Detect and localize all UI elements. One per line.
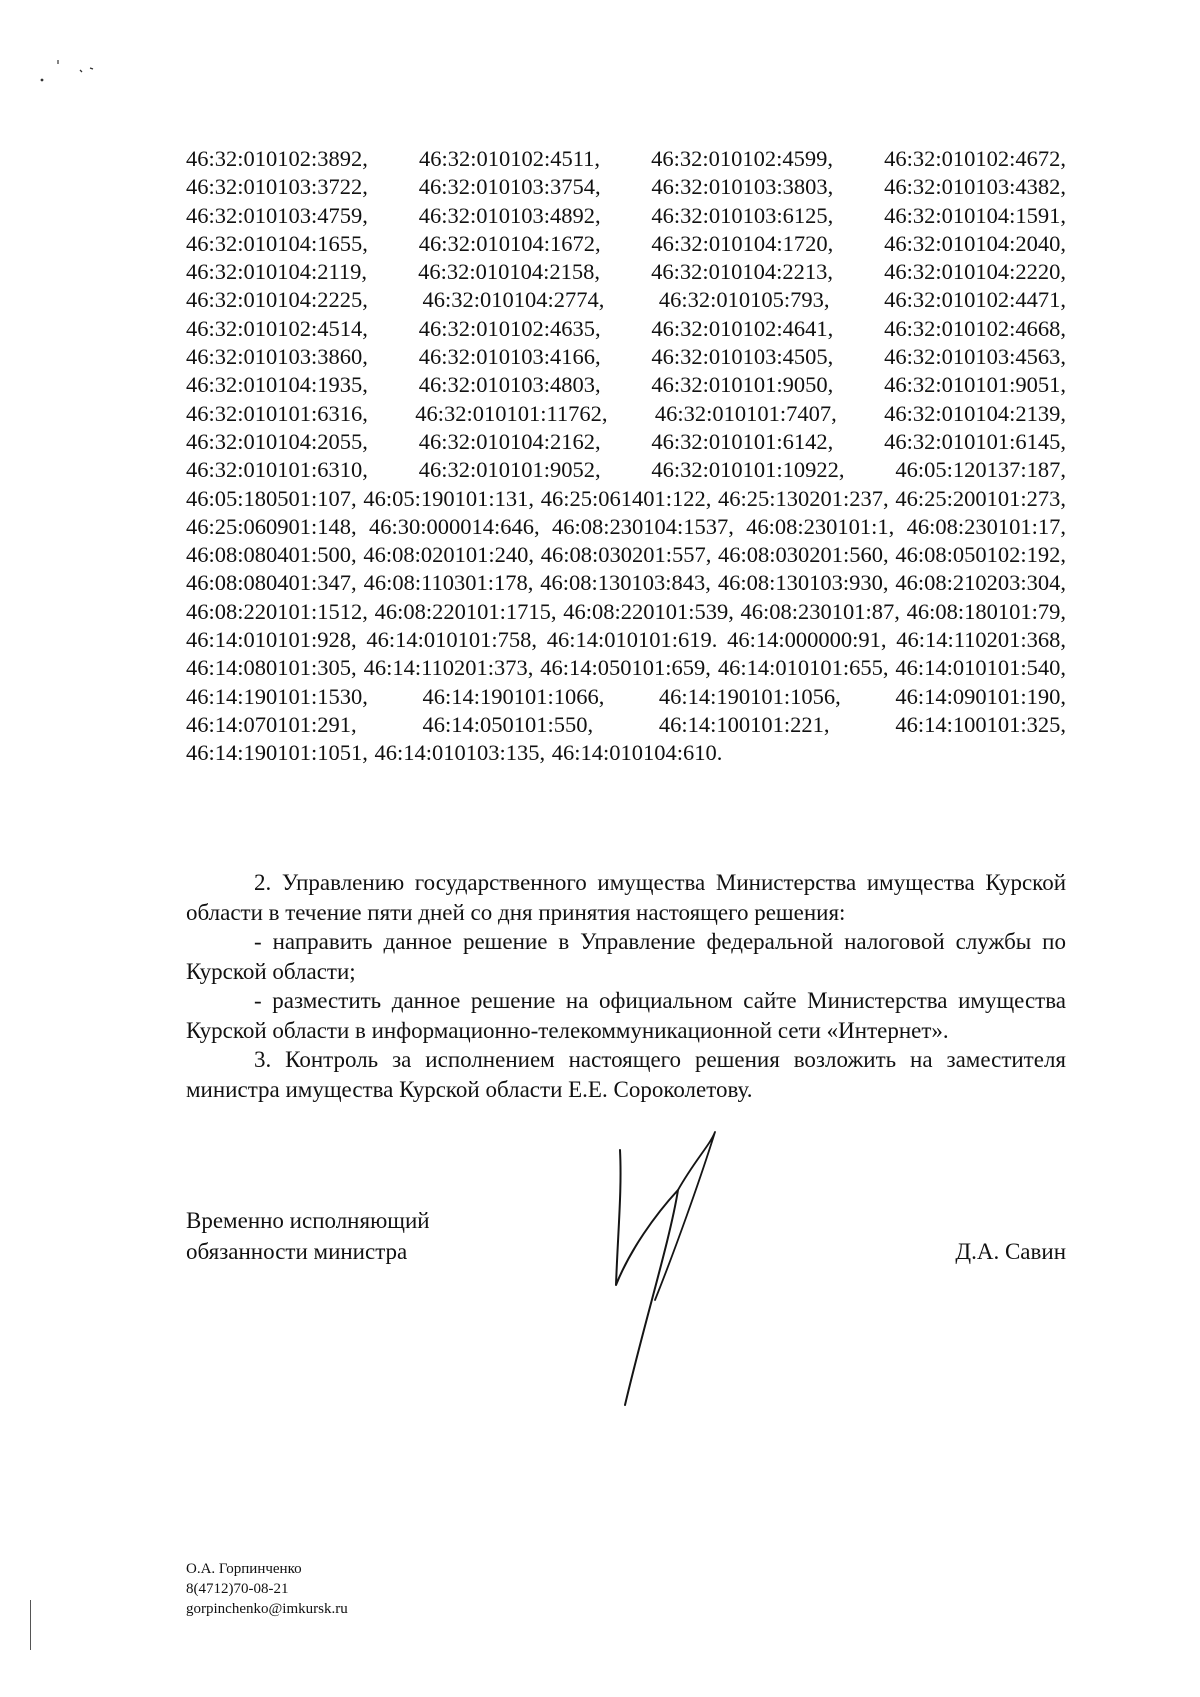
separator: ,	[351, 570, 357, 596]
separator: ,	[827, 146, 834, 171]
separator: .	[716, 740, 723, 766]
cadastral-number: 46:32:010101:7407	[654, 400, 832, 426]
separator: ,	[827, 230, 834, 256]
cadastral-number: 46:32:010103:4892	[418, 202, 595, 228]
separator: ,	[827, 315, 834, 341]
clause-2-item-tax-service: - направить данное решение в Управление федеральной налоговой службы по Курской области;	[186, 929, 1066, 984]
separator: .	[711, 627, 718, 653]
cadastral-number-list	[186, 145, 1066, 768]
cadastral-number: 46:32:010103:4382	[884, 174, 1061, 200]
separator: ,	[705, 485, 712, 511]
separator: ,	[883, 542, 889, 568]
separator: ,	[351, 655, 357, 681]
cadastral-number: 46:32:010104:1672	[418, 230, 595, 256]
cadastral-number: 46:32:010104:2220	[884, 259, 1061, 285]
cadastral-number: 46:30:000014:646	[368, 513, 534, 539]
separator: ,	[1060, 598, 1067, 624]
separator: ,	[594, 174, 601, 200]
separator: ,	[594, 202, 601, 228]
cadastral-number: 46:14:070101:291	[186, 711, 352, 737]
cadastral-number: 46:14:100101:221	[658, 711, 824, 737]
cadastral-number: 46:14:190101:1051	[186, 740, 363, 766]
separator: ,	[827, 259, 834, 285]
separator: ,	[1060, 542, 1067, 568]
separator: ,	[533, 513, 540, 539]
cadastral-number: 46:32:010103:4166	[418, 344, 595, 370]
cadastral-number: 46:32:010101:9051	[884, 372, 1061, 398]
separator: ,	[527, 570, 534, 596]
scan-marks	[30, 50, 130, 110]
separator: ,	[705, 655, 711, 681]
cadastral-number: 46:32:010104:2055	[186, 428, 363, 454]
cadastral-number: 46:08:030201:560	[718, 542, 884, 568]
cadastral-number: 46:14:010101:928	[186, 627, 352, 653]
cadastral-number: 46:32:010102:4641	[651, 315, 828, 341]
separator: ,	[1060, 627, 1067, 653]
cadastral-number: 46:25:061401:122	[540, 485, 706, 511]
separator: ,	[361, 259, 368, 285]
cadastral-number: 46:08:220101:1512	[186, 598, 363, 624]
executor-name: О.А. Горпинченко	[186, 1561, 302, 1577]
separator: ,	[1060, 711, 1066, 737]
separator: ,	[351, 627, 357, 653]
separator: ,	[1060, 428, 1066, 454]
separator: ,	[550, 598, 557, 624]
cadastral-number: 46:32:010102:4511	[418, 146, 595, 171]
cadastral-number: 46:32:010102:4635	[418, 315, 595, 341]
clause-2-item-website: - разместить данное решение на официальном сайте Министерства имущества Курской области в информационно-телекоммуникационной сети «Интернет».	[186, 988, 1066, 1043]
executor-email: gorpinchenko@imkursk.ru	[186, 1601, 348, 1617]
separator: ,	[594, 230, 601, 256]
cadastral-number: 46:08:230101:87	[740, 598, 895, 624]
executor-contacts	[186, 1559, 348, 1619]
separator: ,	[1060, 457, 1066, 483]
separator: ,	[888, 513, 895, 539]
separator: ,	[882, 570, 889, 596]
cadastral-number: 46:32:010102:3892	[186, 146, 363, 171]
separator: ,	[1060, 174, 1066, 200]
position-line-1: Временно исполняющий	[186, 1208, 430, 1233]
separator: ,	[362, 740, 368, 766]
position-line-2: обязанности министра	[186, 1239, 408, 1264]
separator: ,	[1060, 315, 1066, 341]
cadastral-number: 46:14:110201:373	[363, 655, 528, 681]
separator: ,	[362, 598, 368, 624]
separator: ,	[539, 740, 546, 766]
separator: ,	[598, 287, 605, 313]
separator: ,	[594, 457, 601, 483]
cadastral-number: 46:08:080401:347	[186, 570, 352, 596]
separator: ,	[883, 485, 889, 511]
cadastral-number: 46:32:010104:1655	[186, 230, 363, 256]
signatory-position	[186, 1205, 430, 1267]
cadastral-number: 46:32:010103:4759	[186, 202, 363, 228]
separator: ,	[705, 542, 712, 568]
cadastral-number: 46:32:010102:4471	[884, 287, 1061, 313]
separator: ,	[362, 683, 368, 709]
scan-edge-mark	[30, 1600, 31, 1650]
separator: ,	[594, 259, 601, 285]
separator: ,	[594, 372, 601, 398]
cadastral-number: 46:32:010104:2162	[418, 428, 595, 454]
cadastral-number: 46:14:050101:659	[540, 655, 706, 681]
separator: ,	[351, 711, 357, 737]
separator: ,	[528, 542, 534, 568]
cadastral-number: 46:32:010103:3860	[186, 344, 363, 370]
clause-2: 2. Управлению государственного имущества Министерства имущества Курской области в течение пяти дней со дня принятия настоящего решения:	[186, 870, 1066, 925]
cadastral-number: 46:32:010101:11762	[415, 400, 602, 426]
cadastral-number: 46:05:120137:187	[895, 457, 1061, 483]
cadastral-number: 46:08:180101:79	[906, 598, 1061, 624]
separator: ,	[1060, 259, 1066, 285]
cadastral-number: 46:14:080101:305	[186, 655, 352, 681]
cadastral-number: 46:08:220101:1715	[374, 598, 551, 624]
cadastral-number: 46:32:010104:2225	[186, 287, 363, 313]
cadastral-number: 46:14:190101:1530	[186, 683, 363, 709]
cadastral-number: 46:14:010104:610	[551, 740, 717, 766]
cadastral-number: 46:08:130103:930	[717, 570, 883, 596]
handwritten-signature	[600, 1120, 740, 1410]
cadastral-number: 46:32:010104:2139	[884, 400, 1061, 426]
cadastral-number: 46:32:010102:4599	[651, 146, 828, 171]
separator: ,	[1060, 344, 1066, 370]
cadastral-number: 46:08:210203:304	[895, 570, 1061, 596]
separator: ,	[1060, 287, 1066, 313]
cadastral-number: 46:08:110301:178	[363, 570, 528, 596]
separator: ,	[882, 655, 889, 681]
separator: ,	[594, 315, 601, 341]
separator: ,	[894, 598, 900, 624]
separator: ,	[728, 513, 734, 539]
cadastral-number: 46:05:190101:131	[363, 485, 529, 511]
cadastral-number: 46:32:010105:793	[658, 287, 824, 313]
separator: ,	[362, 146, 368, 171]
separator: ,	[598, 683, 605, 709]
clause-3: 3. Контроль за исполнением настоящего решения возложить на заместителя министра имущества Курской области Е.Е. Сороколетову.	[186, 1047, 1066, 1102]
separator: ,	[1060, 372, 1066, 398]
cadastral-number: 46:32:010102:4514	[186, 315, 363, 341]
separator: ,	[827, 202, 834, 228]
cadastral-number: 46:14:100101:325	[895, 711, 1061, 737]
cadastral-number: 46:08:220101:539	[563, 598, 729, 624]
separator: ,	[1060, 485, 1067, 511]
cadastral-number: 46:32:010101:10922	[651, 457, 839, 483]
separator: ,	[594, 428, 601, 454]
cadastral-number: 46:32:010101:9050	[651, 372, 828, 398]
separator: ,	[362, 457, 368, 483]
separator: ,	[823, 711, 830, 737]
cadastral-number: 46:32:010104:1720	[651, 230, 828, 256]
separator: ,	[1060, 683, 1066, 709]
cadastral-number: 46:14:000000:91	[727, 627, 881, 653]
executor-phone: 8(4712)70-08-21	[186, 1581, 289, 1597]
cadastral-number: 46:08:050102:192	[895, 542, 1061, 568]
cadastral-number: 46:14:050101:550	[422, 711, 588, 737]
separator: ,	[528, 485, 534, 511]
separator: ,	[527, 655, 534, 681]
cadastral-number: 46:32:010103:6125	[651, 202, 828, 228]
separator: ,	[587, 711, 594, 737]
separator: ,	[362, 174, 368, 200]
separator: ,	[827, 372, 834, 398]
separator: ,	[362, 287, 368, 313]
separator: ,	[827, 174, 834, 200]
cadastral-number: 46:14:190101:1066	[422, 683, 599, 709]
cadastral-number: 46:14:010101:619	[546, 627, 712, 653]
cadastral-number: 46:08:230101:17	[906, 513, 1061, 539]
cadastral-number: 46:14:190101:1056	[658, 683, 836, 709]
cadastral-number: 46:14:010101:758	[366, 627, 532, 653]
separator: ,	[705, 570, 711, 596]
separator: ,	[594, 146, 601, 171]
separator: ,	[1060, 400, 1066, 426]
separator: ,	[728, 598, 734, 624]
separator: ,	[362, 315, 368, 341]
cadastral-number: 46:32:010101:9052	[418, 457, 595, 483]
cadastral-number: 46:32:010104:2040	[884, 230, 1061, 256]
cadastral-number: 46:08:030201:557	[540, 542, 706, 568]
separator: ,	[827, 344, 834, 370]
cadastral-number: 46:14:090101:190	[895, 683, 1061, 709]
cadastral-number: 46:32:010103:3722	[186, 174, 363, 200]
cadastral-number: 46:25:060901:148	[186, 513, 352, 539]
decision-clauses	[186, 868, 1066, 1104]
cadastral-number: 46:32:010103:4563	[884, 344, 1061, 370]
cadastral-number: 46:32:010104:2213	[651, 259, 828, 285]
cadastral-number: 46:32:010104:2119	[186, 259, 362, 285]
separator: ,	[831, 400, 837, 426]
cadastral-number: 46:32:010104:1591	[884, 202, 1061, 228]
separator: ,	[823, 287, 830, 313]
separator: ,	[838, 457, 845, 483]
cadastral-number: 46:32:010101:6310	[186, 457, 363, 483]
cadastral-number: 46:14:110201:368	[896, 627, 1061, 653]
cadastral-number: 46:08:230101:1	[746, 513, 889, 539]
separator: ,	[1060, 202, 1066, 228]
separator: ,	[1060, 570, 1067, 596]
cadastral-number: 46:32:010103:4803	[418, 372, 595, 398]
separator: ,	[362, 428, 368, 454]
separator: ,	[1060, 146, 1066, 171]
separator: ,	[351, 542, 357, 568]
cadastral-number: 46:25:130201:237	[718, 485, 884, 511]
cadastral-number: 46:08:080401:500	[186, 542, 352, 568]
separator: ,	[362, 344, 368, 370]
separator: ,	[1060, 655, 1067, 681]
cadastral-number: 46:32:010101:6142	[651, 428, 828, 454]
cadastral-number: 46:32:010103:3754	[418, 174, 595, 200]
separator: ,	[362, 230, 368, 256]
separator: ,	[362, 400, 368, 426]
separator: ,	[601, 400, 608, 426]
cadastral-number: 46:32:010104:2774	[422, 287, 599, 313]
separator: ,	[880, 627, 887, 653]
cadastral-number: 46:08:130103:843	[540, 570, 706, 596]
cadastral-number: 46:32:010104:1935	[186, 372, 363, 398]
cadastral-number: 46:14:010101:540	[895, 655, 1061, 681]
cadastral-number: 46:08:020101:240	[363, 542, 529, 568]
cadastral-number: 46:05:180501:107	[186, 485, 352, 511]
separator: ,	[1060, 230, 1066, 256]
separator: ,	[594, 344, 601, 370]
separator: ,	[351, 513, 357, 539]
cadastral-number: 46:32:010102:4672	[884, 146, 1061, 171]
cadastral-number: 46:14:010103:135	[374, 740, 540, 766]
cadastral-number: 46:32:010101:6316	[186, 400, 363, 426]
separator: ,	[1060, 513, 1067, 539]
cadastral-number: 46:25:200101:273	[895, 485, 1061, 511]
separator: ,	[827, 428, 834, 454]
cadastral-number: 46:32:010101:6145	[884, 428, 1061, 454]
separator: ,	[351, 485, 357, 511]
separator: ,	[835, 683, 841, 709]
cadastral-number: 46:14:010101:655	[717, 655, 883, 681]
signatory-name: Д.А. Савин	[955, 1239, 1066, 1264]
cadastral-number: 46:08:230104:1537	[551, 513, 729, 539]
separator: ,	[531, 627, 538, 653]
separator: ,	[362, 202, 368, 228]
cadastral-number: 46:32:010103:4505	[651, 344, 828, 370]
cadastral-number: 46:32:010102:4668	[884, 315, 1061, 341]
cadastral-number: 46:32:010103:3803	[651, 174, 828, 200]
separator: ,	[362, 372, 368, 398]
cadastral-number: 46:32:010104:2158	[418, 259, 595, 285]
